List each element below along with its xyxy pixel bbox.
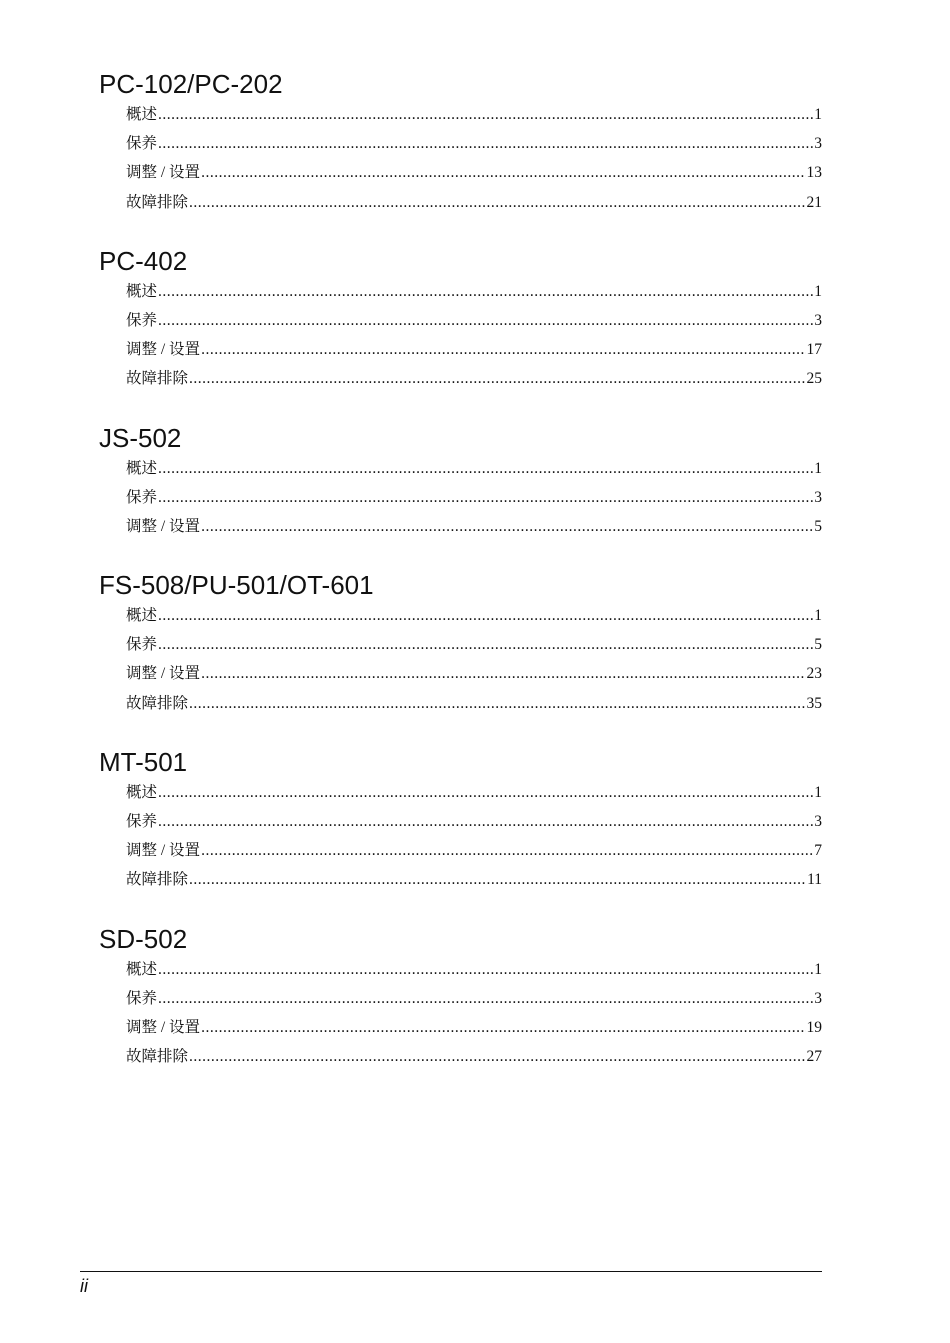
toc-entry-label: 保养	[126, 311, 158, 329]
toc-entry-label: 故障排除	[126, 1048, 189, 1066]
toc-entry[interactable]	[126, 131, 822, 160]
toc-entry-page-number: 35	[806, 694, 822, 712]
toc-entry-page-number: 1	[814, 106, 822, 123]
dot-leader	[189, 370, 805, 388]
dot-leader	[201, 518, 813, 536]
toc-entry-label: 调整 / 设置	[126, 341, 201, 359]
toc-entry-page-number: 19	[806, 1018, 822, 1036]
toc-entry-label: 故障排除	[126, 193, 189, 211]
footer-divider	[80, 1271, 822, 1272]
section-title: JS-502	[99, 422, 182, 453]
toc-entry[interactable]	[126, 957, 822, 986]
dot-leader	[158, 813, 813, 831]
dot-leader	[201, 842, 813, 860]
toc-entry[interactable]	[126, 838, 822, 867]
toc-entry[interactable]	[126, 190, 822, 219]
toc-entry-page-number: 17	[806, 341, 822, 359]
dot-leader	[158, 460, 813, 478]
dot-leader	[201, 1019, 805, 1037]
dot-leader	[158, 312, 813, 330]
toc-section	[99, 746, 822, 897]
toc-section	[99, 422, 822, 544]
section-title: FS-508/PU-501/OT-601	[99, 570, 374, 601]
toc-entry-page-number: 1	[814, 459, 822, 477]
toc-entry-label: 调整 / 设置	[126, 164, 201, 182]
toc-entry[interactable]	[126, 337, 822, 366]
toc-entry[interactable]	[126, 514, 822, 543]
toc-section	[99, 245, 822, 396]
toc-entry-page-number: 27	[806, 1048, 822, 1066]
toc-entry-label: 调整 / 设置	[126, 517, 201, 535]
dot-leader	[201, 665, 805, 683]
dot-leader	[158, 135, 813, 153]
toc-entry[interactable]	[126, 485, 822, 514]
toc-entry-label: 调整 / 设置	[126, 842, 201, 860]
dot-leader	[158, 607, 813, 625]
toc-entry[interactable]	[126, 867, 822, 896]
toc-entry-page-number: 1	[814, 783, 822, 801]
toc-entry-label: 故障排除	[126, 370, 189, 388]
toc-entry-label: 概述	[126, 783, 158, 801]
toc-entry-label: 故障排除	[126, 871, 189, 889]
toc-entry-page-number: 7	[814, 842, 822, 860]
dot-leader	[189, 871, 806, 889]
dot-leader	[158, 489, 813, 507]
toc-entry-page-number: 5	[814, 636, 822, 654]
toc-entry[interactable]	[126, 1044, 822, 1073]
toc-entry-label: 概述	[126, 459, 158, 477]
table-of-contents	[99, 68, 822, 1099]
section-title: PC-102/PC-202	[99, 69, 283, 99]
toc-entry-label: 保养	[126, 813, 158, 830]
section-title: PC-402	[99, 245, 188, 276]
toc-entry-label: 调整 / 设置	[126, 665, 201, 683]
toc-entry-page-number: 1	[814, 607, 822, 625]
toc-entry[interactable]	[126, 308, 822, 337]
dot-leader	[158, 784, 813, 802]
toc-entry[interactable]	[126, 809, 822, 838]
toc-entry[interactable]	[126, 279, 822, 308]
toc-entry[interactable]	[126, 691, 822, 720]
toc-section	[99, 569, 822, 720]
toc-entry[interactable]	[126, 366, 822, 395]
toc-entry-page-number: 3	[814, 813, 822, 830]
toc-entry[interactable]	[126, 1015, 822, 1044]
toc-entry-page-number: 3	[814, 135, 822, 153]
section-title: MT-501	[99, 746, 188, 777]
toc-entry-page-number: 23	[806, 665, 822, 683]
dot-leader	[201, 341, 805, 359]
toc-entry[interactable]	[126, 661, 822, 690]
toc-entry[interactable]	[126, 603, 822, 632]
toc-section	[99, 923, 822, 1074]
toc-entry-label: 概述	[126, 960, 158, 978]
toc-entry[interactable]	[126, 160, 822, 189]
section-title: SD-502	[99, 923, 188, 954]
toc-entry-label: 保养	[126, 135, 158, 153]
toc-entry-page-number: 13	[806, 164, 822, 182]
toc-entry-label: 概述	[126, 282, 158, 300]
dot-leader	[189, 194, 805, 212]
dot-leader	[158, 636, 813, 654]
toc-entry-page-number: 3	[814, 989, 822, 1007]
dot-leader	[189, 1048, 805, 1066]
toc-entry-page-number: 11	[807, 871, 822, 889]
toc-entry-label: 保养	[126, 488, 158, 506]
toc-entry-label: 保养	[126, 636, 158, 654]
dot-leader	[158, 961, 813, 979]
dot-leader	[201, 164, 805, 182]
toc-entry[interactable]	[126, 986, 822, 1015]
toc-entry-label: 概述	[126, 607, 158, 625]
toc-entry-page-number: 5	[814, 517, 822, 535]
toc-entry-page-number: 1	[814, 282, 822, 300]
toc-entry[interactable]	[126, 456, 822, 485]
toc-entry[interactable]	[126, 780, 822, 809]
dot-leader	[158, 106, 813, 124]
toc-entry[interactable]	[126, 102, 822, 131]
toc-entry-page-number: 21	[806, 193, 822, 211]
toc-entry-label: 故障排除	[126, 694, 189, 712]
toc-entry-page-number: 3	[814, 488, 822, 506]
toc-entry-page-number: 25	[806, 370, 822, 388]
dot-leader	[158, 990, 813, 1008]
toc-entry-label: 保养	[126, 989, 158, 1007]
toc-entry-label: 概述	[126, 106, 158, 123]
dot-leader	[189, 695, 805, 713]
toc-entry[interactable]	[126, 632, 822, 661]
toc-entry-page-number: 3	[814, 311, 822, 329]
toc-section	[99, 68, 822, 219]
dot-leader	[158, 283, 813, 301]
toc-entry-page-number: 1	[814, 960, 822, 978]
toc-entry-label: 调整 / 设置	[126, 1018, 201, 1036]
footer-page-number: ii	[80, 1276, 88, 1296]
